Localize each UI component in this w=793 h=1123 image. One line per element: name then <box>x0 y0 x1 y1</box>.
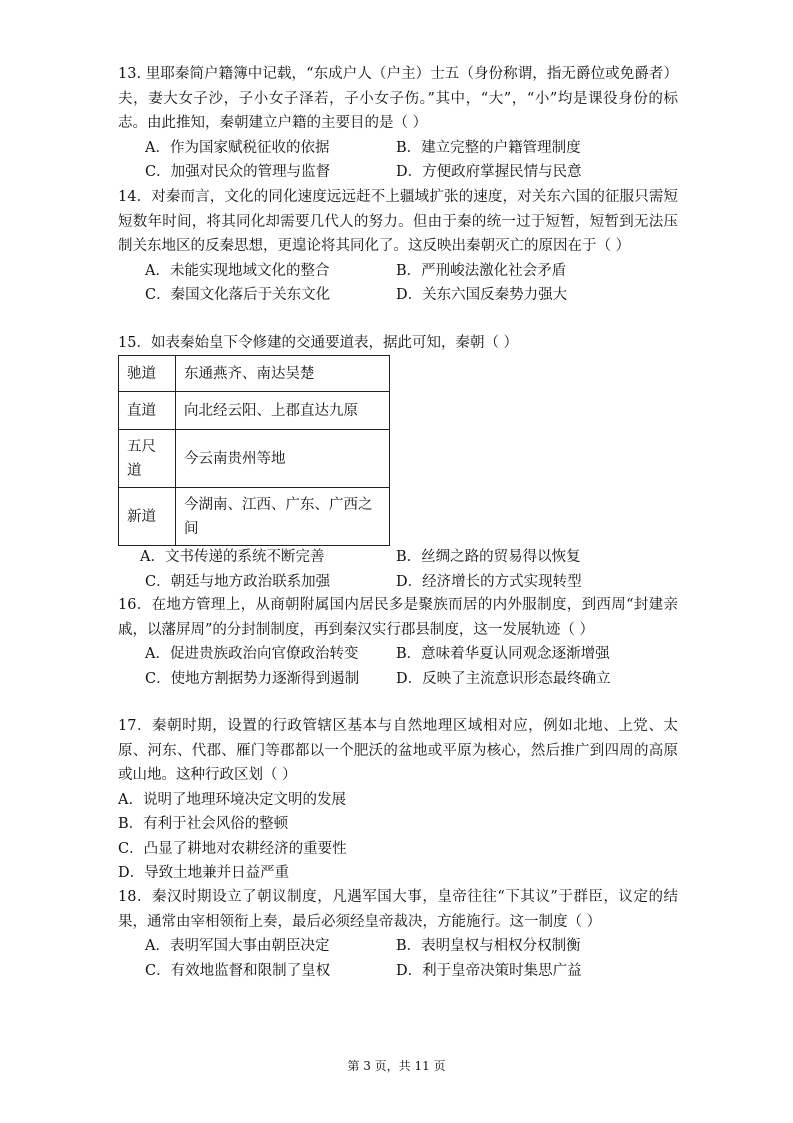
option-c: C．有效地监督和限制了皇权 <box>145 962 331 979</box>
table-cell-road: 驰道 <box>119 356 176 392</box>
question-16 <box>118 593 678 691</box>
option-a: A．文书传递的系统不断完善 <box>140 549 325 565</box>
question-stem: 15．如表秦始皇下令修建的交通要道表，据此可知，秦朝（ ） <box>118 335 519 351</box>
options <box>118 259 678 308</box>
option-d: D．方便政府掌握民情与民意 <box>396 164 582 180</box>
question-stem: 13. 里耶秦简户籍簿中记载，“东成户人（户主）士五（身份称谓，指无爵位或免爵者）夫，妻大女子沙，子小女子泽若，子小女子伤。”其中，“大”，“小”均是课役身份的标志。由此推知，秦朝建立户籍的主要目的是（ ） <box>118 66 678 131</box>
options <box>118 545 678 594</box>
question-15-options <box>118 545 678 594</box>
option-c: C．秦国文化落后于关东文化 <box>145 287 331 303</box>
option-d: D．关东六国反秦势力强大 <box>396 287 568 303</box>
option-b: B．严刑峻法激化社会矛盾 <box>396 262 567 279</box>
option-b: B．建立完整的户籍管理制度 <box>396 139 581 156</box>
table-row <box>119 356 390 392</box>
option-a: A．表明军国大事由朝臣决定 <box>145 938 330 954</box>
option-b: B．丝绸之路的贸易得以恢复 <box>396 549 581 565</box>
options <box>118 788 678 886</box>
table-cell-road: 直道 <box>119 392 176 430</box>
option-b: B．意味着华夏认同观念逐渐增强 <box>396 646 610 662</box>
option-c: C．凸显了耕地对农耕经济的重要性 <box>118 840 347 857</box>
option-d: D．利于皇帝决策时集思广益 <box>396 962 582 979</box>
option-c: C．朝廷与地方政治联系加强 <box>145 573 331 590</box>
table-cell-desc: 向北经云阳、上郡直达九原 <box>176 392 390 430</box>
roads-table <box>118 355 390 546</box>
option-d: D．导致土地兼并日益严重 <box>118 865 290 881</box>
option-d: D．经济增长的方式实现转型 <box>396 573 582 590</box>
question-stem: 18．秦汉时期设立了朝议制度，凡遇军国大事，皇帝往往“下其议”于群臣，议定的结果，通常由宰相领衔上奏，最后必须经皇帝裁决，方能施行。这一制度（ ） <box>118 889 678 930</box>
question-17 <box>118 714 678 886</box>
option-a: A．作为国家赋税征收的依据 <box>145 139 330 156</box>
options <box>118 136 678 185</box>
table-row <box>119 430 390 488</box>
question-15 <box>118 331 678 356</box>
option-c: C．加强对民众的管理与监督 <box>145 164 331 180</box>
question-14 <box>118 185 678 308</box>
option-b: B．表明皇权与相权分权制衡 <box>396 938 581 954</box>
table-cell-desc: 今湖南、江西、广东、广西之间 <box>176 488 390 546</box>
table-cell-desc: 今云南贵州等地 <box>176 430 390 488</box>
option-a: A．说明了地理环境决定文明的发展 <box>118 791 346 808</box>
page-footer: 第 3 页，共 11 页 <box>347 1059 446 1073</box>
options <box>118 934 678 983</box>
table-cell-desc: 东通燕齐、南达吴楚 <box>176 356 390 392</box>
option-b: B．有利于社会风俗的整顿 <box>118 816 289 832</box>
question-stem: 17．秦朝时期，设置的行政管辖区基本与自然地理区域相对应，例如北地、上党、太原、河东、代郡、雁门等郡都以一个肥沃的盆地或平原为核心，然后推广到四周的高原或山地。这种行政区划（ ） <box>118 718 678 783</box>
question-stem: 16．在地方管理上，从商朝附属国内居民多是聚族而居的内外服制度，到西周“封建亲 戚，以藩屏周”的分封制制度，再到秦汉实行郡县制度，这一发展轨迹（ ） <box>118 597 678 638</box>
question-13 <box>118 62 678 185</box>
question-stem: 14．对秦而言，文化的同化速度远远赶不上疆域扩张的速度，对关东六国的征服只需短短数年时间，将其同化却需要几代人的努力。但由于秦的统一过于短暂，短暂到无法压制关东地区的反秦思想，更遑论将其同化了。这反映出秦朝灭亡的原因在于（ ） <box>118 189 678 254</box>
table-cell-road: 新道 <box>119 488 176 546</box>
option-a: A．促进贵族政治向官僚政治转变 <box>145 646 359 662</box>
option-d: D．反映了主流意识形态最终确立 <box>396 670 611 687</box>
option-c: C．使地方割据势力逐渐得到遏制 <box>145 670 360 687</box>
table-row <box>119 392 390 430</box>
question-18 <box>118 885 678 983</box>
table-row <box>119 488 390 546</box>
option-a: A．未能实现地域文化的整合 <box>145 262 330 279</box>
table-cell-road: 五尺道 <box>119 430 176 488</box>
options <box>118 642 678 691</box>
